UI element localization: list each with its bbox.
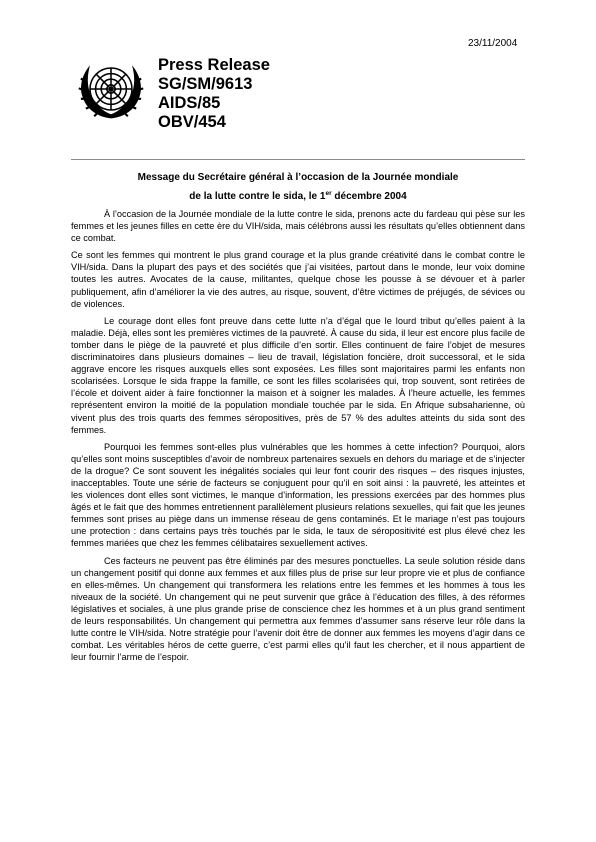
title-line-2: de la lutte contre le sida, le 1er décembre 2004 — [189, 190, 407, 202]
press-release-header — [158, 56, 270, 132]
title-line-1: Message du Secrétaire général à l’occasion de la Journée mondiale — [137, 172, 459, 183]
document-symbol: SG/SM/9613 — [158, 75, 253, 93]
un-emblem-icon — [76, 54, 146, 124]
message-title — [71, 168, 525, 206]
body-paragraph: Ce sont les femmes qui montrent le plus grand courage et la plus grande créativité dans le combat contre le VIH/sida. Dans la plupart des pays et des sociétés que j’ai visitées, partout dans le monde, leur voix domine toutes les autres. Avocates de la cause, militantes, quelque chose les pousse à se dévouer et à parler publiquement, afin d’améliorer la vie des autres, au risque, souvent, d’être victimes de préjugés, de sévices ou de violences. — [71, 250, 525, 309]
document-symbol: AIDS/85 — [158, 94, 221, 112]
body-paragraph: À l’occasion de la Journée mondiale de la lutte contre le sida, prenons acte du fardeau qui pèse sur les femmes et les jeunes filles en cette ère du VIH/sida, mais célébrons aussi les résultats qu’elles obtiennent dans ce combat. — [71, 209, 525, 244]
body-paragraph: Ces facteurs ne peuvent pas être éliminés par des mesures ponctuelles. La seule solution réside dans un changement positif qui donne aux femmes et aux filles plus de prise sur leur propre vie et plus de confiance en elles-mêmes. Un changement qui transformera les relations entre les femmes et les hommes à tous les niveaux de la société. Un changement qui ne peut survenir que grâce à l’éducation des filles, à des réformes législatives et sociales, à une plus grande prise de conscience chez les hommes et à un plus grand sentiment de leurs responsabilités. Un changement qui permettra aux femmes d’assumer sans réserve leur rôle dans la lutte contre le VIH/sida. Notre stratégie pour l’avenir doit être de donner aux femmes les moyens d’agir dans ce combat. Les véritables héros de cette guerre, c’est parmi elles qu’il faut les chercher, et il nous appartient de leur fournir l’arme de l’espoir. — [71, 555, 525, 663]
document-symbol: OBV/454 — [158, 113, 226, 131]
header-divider — [71, 159, 525, 160]
release-date: 23/11/2004 — [468, 38, 518, 49]
body-paragraph: Le courage dont elles font preuve dans cette lutte n’a d’égal que le lourd tribut qu’elles paient à la maladie. Déjà, elles sont les premières victimes de la pauvreté. À cause du sida, il leur est encore plus facile de tomber dans le piège de la pauvreté et plus difficile d’en sortir. Elles continuent de faire l’objet de mesures discriminatoires dans plusieurs domaines – lieu de travail, législation foncière, droit successoral, et le sida aggrave encore les risques auxquels elles sont exposées. Les filles sont majoritaires parmi les enfants non scolarisées. Lorsque le sida frappe la famille, ce sont les filles scolarisées qui, trop souvent, sont retirées de l’école et doivent aider à faire fonctionner la maison et à soigner les malades. À l’heure actuelle, les femmes représentent environ la moitié de la population mondiale touchée par le sida. En Afrique subsaharienne, où vivent plus des trois quarts des femmes séropositives, près de 57 % des adultes atteints du sida sont des femmes. — [71, 315, 525, 435]
press-release-label: Press Release — [158, 56, 270, 74]
body-paragraph: Pourquoi les femmes sont-elles plus vulnérables que les hommes à cette infection? Pourquoi, alors qu’elles sont moins susceptibles d’avoir de nombreux partenaires sexuels en dehors du mariage et de s’injecter de la drogue? Ce sont souvent les inégalités sociales qui leur font courir des risques – des risques injustes, inacceptables. Toute une série de facteurs se conjuguent pour qu’il en soit ainsi : la pauvreté, les atteintes et les violences dont elles sont victimes, le manque d’information, les pressions exercées par des hommes plus âgés et le fait que des hommes entretiennent parallèlement plusieurs relations sexuelles, qui fait que les jeunes femmes sont prises au piège dans un immense réseau de gens contaminés. Et le mariage n’est pas toujours une protection : dans certains pays très touchés par le sida, le taux de séropositivité est plus élevé chez les femmes mariées que chez les femmes célibataires sexuellement actives. — [71, 441, 525, 549]
message-body — [71, 208, 525, 668]
